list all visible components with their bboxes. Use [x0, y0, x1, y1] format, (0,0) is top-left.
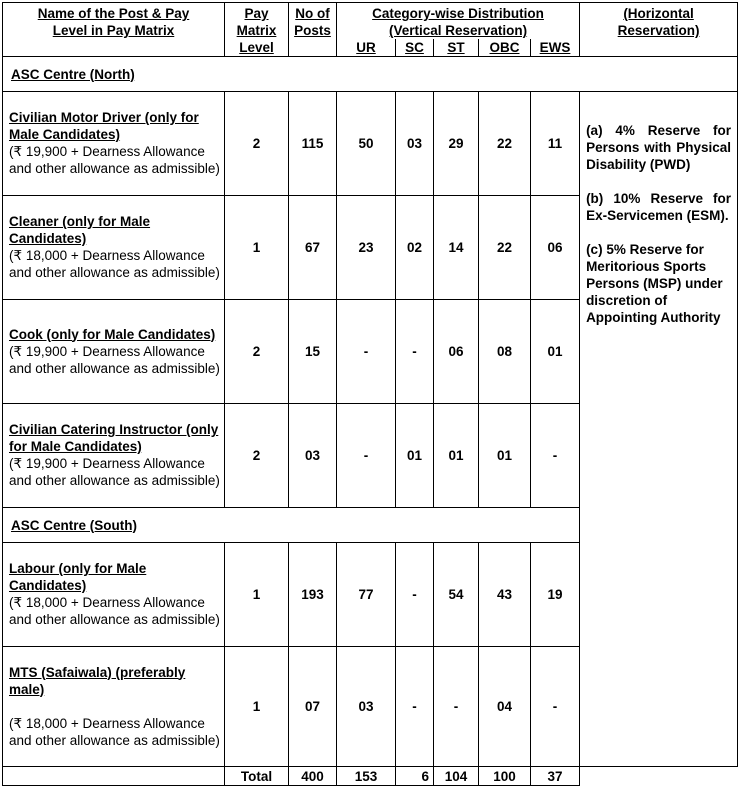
ur-cell: -	[337, 404, 396, 508]
pay-level-cell: 1	[225, 543, 289, 647]
post-cell	[3, 196, 225, 300]
note-esm: (b) 10% Reserve for Ex-Servicemen (ESM).	[586, 191, 732, 223]
header-ews: EWS	[531, 39, 580, 56]
sc-cell: 01	[396, 404, 434, 508]
ews-cell: 11	[531, 92, 580, 196]
post-pay: (₹ 19,900 + Dearness Allowance and other allowance as admissible)	[9, 456, 220, 488]
post-pay: (₹ 19,900 + Dearness Allowance and other allowance as admissible)	[9, 144, 220, 176]
posts-cell: 03	[289, 404, 337, 508]
note-msp: (c) 5% Reserve for Meritorious Sports Persons (MSP) under discretion of Appointing Authority	[586, 242, 723, 325]
obc-cell: 22	[479, 92, 531, 196]
post-pay: (₹ 18,000 + Dearness Allowance and other allowance as admissible)	[9, 248, 220, 280]
total-label: Total	[225, 767, 289, 786]
header-row	[3, 3, 738, 40]
ews-cell: -	[531, 404, 580, 508]
ews-cell: 06	[531, 196, 580, 300]
horizontal-reservation-empty	[580, 508, 738, 767]
posts-cell: 15	[289, 300, 337, 404]
total-obc: 100	[479, 767, 531, 786]
post-pay: (₹ 18,000 + Dearness Allowance and other allowance as admissible)	[9, 595, 220, 627]
posts-cell: 115	[289, 92, 337, 196]
st-cell: 29	[434, 92, 479, 196]
ews-cell: 01	[531, 300, 580, 404]
st-cell: 01	[434, 404, 479, 508]
post-title: Cleaner (only for Male Candidates)	[9, 214, 151, 246]
pay-level-cell: 2	[225, 300, 289, 404]
post-cell	[3, 300, 225, 404]
post-title: Civilian Motor Driver (only for Male Candidates)	[9, 110, 199, 142]
ur-cell: 77	[337, 543, 396, 647]
table-row	[3, 92, 738, 196]
total-blank-cell	[3, 767, 225, 786]
header-pay-matrix-level: Pay Matrix Level	[225, 3, 289, 57]
post-pay: (₹ 19,900 + Dearness Allowance and other allowance as admissible)	[9, 343, 220, 376]
total-sc: 6	[396, 767, 434, 786]
posts-cell: 67	[289, 196, 337, 300]
obc-cell: 08	[479, 300, 531, 404]
obc-cell: 43	[479, 543, 531, 647]
header-obc: OBC	[479, 39, 531, 56]
ur-cell: -	[337, 300, 396, 404]
sc-cell: 02	[396, 196, 434, 300]
total-empty-cell	[580, 767, 738, 786]
ur-cell: 03	[337, 647, 396, 767]
total-posts: 400	[289, 767, 337, 786]
pay-level-cell: 2	[225, 404, 289, 508]
total-ur: 153	[337, 767, 396, 786]
pay-level-cell: 1	[225, 196, 289, 300]
header-no-of-posts: No of Posts	[289, 3, 337, 57]
header-name-of-post: Name of the Post & Pay Level in Pay Matrix	[3, 3, 225, 57]
ews-cell: -	[531, 647, 580, 767]
note-pwd: (a) 4% Reserve for Persons with Physical Disability (PWD)	[586, 123, 732, 172]
section-row-north	[3, 57, 738, 92]
horizontal-reservation-notes	[580, 92, 738, 508]
st-cell: -	[434, 647, 479, 767]
sc-cell: -	[396, 300, 434, 404]
st-cell: 14	[434, 196, 479, 300]
st-cell: 54	[434, 543, 479, 647]
header-sc: SC	[396, 39, 434, 56]
posts-cell: 193	[289, 543, 337, 647]
obc-cell: 01	[479, 404, 531, 508]
obc-cell: 04	[479, 647, 531, 767]
total-st: 104	[434, 767, 479, 786]
st-cell: 06	[434, 300, 479, 404]
pay-level-cell: 1	[225, 647, 289, 767]
post-pay: (₹ 18,000 + Dearness Allowance and other allowance as admissible)	[9, 715, 220, 748]
ews-cell: 19	[531, 543, 580, 647]
header-category-wise: Category-wise Distribution (Vertical Reservation)	[337, 3, 580, 40]
ur-cell: 50	[337, 92, 396, 196]
post-title: MTS (Safaiwala) (preferably male)	[9, 664, 186, 697]
pay-level-cell: 2	[225, 92, 289, 196]
section-title-north: ASC Centre (North)	[3, 57, 738, 92]
obc-cell: 22	[479, 196, 531, 300]
post-cell	[3, 647, 225, 767]
post-cell	[3, 543, 225, 647]
posts-cell: 07	[289, 647, 337, 767]
ur-cell: 23	[337, 196, 396, 300]
post-cell	[3, 404, 225, 508]
section-title-south: ASC Centre (South)	[3, 508, 580, 543]
total-ews: 37	[531, 767, 580, 786]
post-cell	[3, 92, 225, 196]
post-title: Cook (only for Male Candidates)	[9, 326, 216, 342]
post-title: Labour (only for Male Candidates)	[9, 561, 147, 593]
header-ur: UR	[337, 39, 396, 56]
header-st: ST	[434, 39, 479, 56]
post-title: Civilian Catering Instructor (only for Male Candidates)	[9, 422, 219, 454]
vacancy-table	[2, 2, 738, 786]
sc-cell: -	[396, 647, 434, 767]
sc-cell: 03	[396, 92, 434, 196]
total-row	[3, 767, 738, 786]
sc-cell: -	[396, 543, 434, 647]
section-row-south	[3, 508, 738, 543]
header-horizontal-reservation: (Horizontal Reservation)	[580, 3, 738, 57]
